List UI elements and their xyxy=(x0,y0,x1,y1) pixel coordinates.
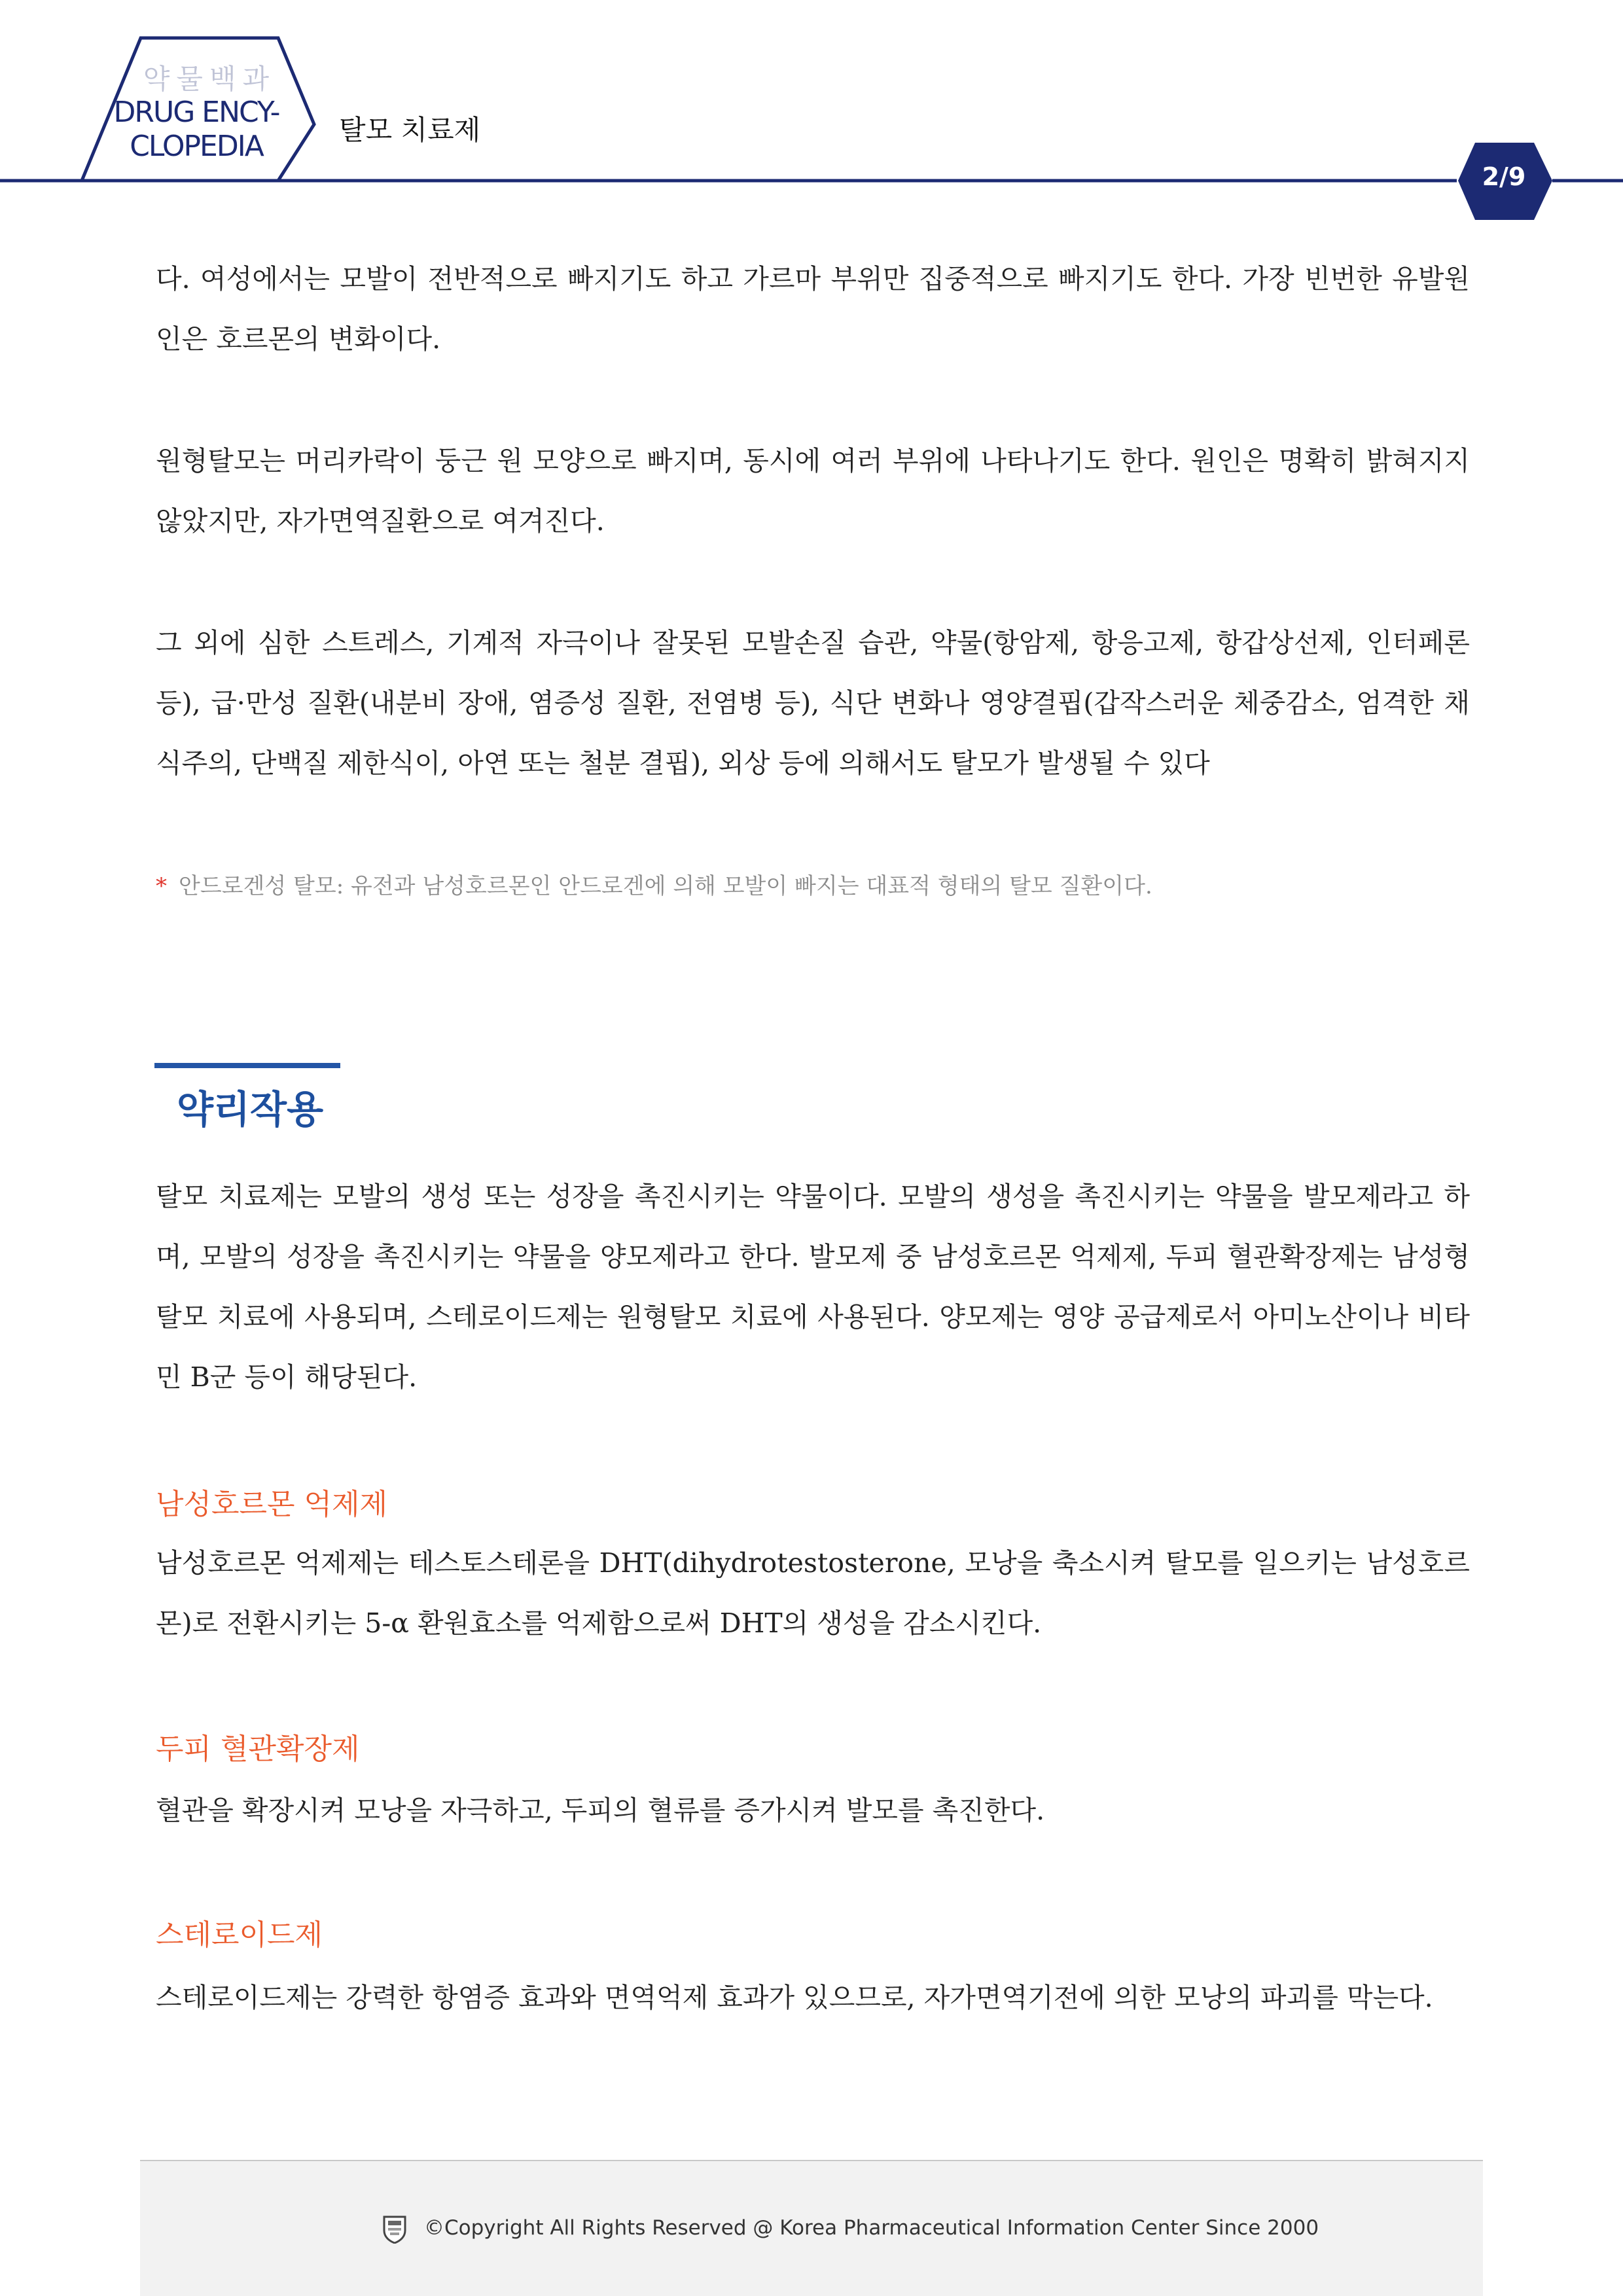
subsection-text-antiandrogen: 남성호르몬 억제제는 테스토스테론을 DHT(dihydrotestosterone, 모낭을 축소시켜 탈모를 일으키는 남성호르몬)로 전환시키는 5-α 환원효소를 억제함으로써 DHT의 생성을 감소시킨다. xyxy=(156,1547,1470,1639)
kpic-emblem-icon xyxy=(382,2215,407,2244)
subsection-text-steroid: 스테로이드제는 강력한 항염증 효과와 면역억제 효과가 있으므로, 자가면역기전에 의한 모낭의 파괴를 막는다. xyxy=(156,1982,1433,2013)
section-title-bar xyxy=(154,1063,340,1068)
footer-divider xyxy=(140,2160,1483,2161)
intro-paragraph-1: 다. 여성에서는 모발이 전반적으로 빠지기도 하고 가르마 부위만 집중적으로 빠지기도 한다. 가장 빈번한 유발원인은 호르몬의 변화이다. xyxy=(156,263,1470,355)
subsection-text-vasodilator: 혈관을 확장시켜 모낭을 자극하고, 두피의 혈류를 증가시켜 발모를 촉진한다. xyxy=(156,1795,1045,1826)
footnote-text: 안드로겐성 탈모: 유전과 남성호르몬인 안드로겐에 의해 모발이 빠지는 대표적 형태의 탈모 질환이다. xyxy=(179,873,1152,899)
footnote-marker: * xyxy=(156,873,167,899)
intro-paragraph-2: 원형탈모는 머리카락이 둥근 원 모양으로 빠지며, 동시에 여러 부위에 나타나기도 한다. 원인은 명확히 밝혀지지 않았지만, 자가면역질환으로 여겨진다. xyxy=(156,445,1470,537)
logo-korean: 약물백과 xyxy=(143,63,276,95)
footer-copyright: ©Copyright All Rights Reserved @ Korea Pharmaceutical Information Center Since 2000 xyxy=(424,2216,1319,2240)
section-title: 약리작용 xyxy=(177,1087,324,1132)
section-intro-paragraph: 탈모 치료제는 모발의 생성 또는 성장을 촉진시키는 약물이다. 모발의 생성을 촉진시키는 약물을 발모제라고 하며, 모발의 성장을 촉진시키는 약물을 양모제라고 한다. 발모제 중 남성호르몬 억제제, 두피 혈관확장제는 남성형 탈모 치료에 사용되며, 스테로이드제는 원형탈모 치료에 사용된다. 양모제는 영양 공급제로서 아미노산이나 비타민 B군 등이 해당된다. xyxy=(156,1181,1470,1393)
logo-english-line1: DRUG ENCY- xyxy=(113,96,279,129)
intro-paragraph-3: 그 외에 심한 스트레스, 기계적 자극이나 잘못된 모발손질 습관, 약물(항암제, 항응고제, 항갑상선제, 인터페론 등), 급·만성 질환(내분비 장애, 염증성 질환, 전염병 등), 식단 변화나 영양결핍(갑작스러운 체중감소, 엄격한 채식주의, 단백질 제한식이, 아연 또는 철분 결핍), 외상 등에 의해서도 탈모가 발생될 수 있다 xyxy=(156,627,1470,779)
subsection-title-vasodilator: 두피 혈관확장제 xyxy=(156,1732,360,1766)
subsection-title-steroid: 스테로이드제 xyxy=(156,1918,323,1952)
logo-english-line2: CLOPEDIA xyxy=(130,130,263,163)
document-title: 탈모 치료제 xyxy=(339,114,481,146)
logo-english xyxy=(85,96,308,164)
footnote xyxy=(156,868,1470,900)
subsection-title-antiandrogen: 남성호르몬 억제제 xyxy=(156,1488,388,1521)
page-indicator: 2/9 xyxy=(1482,162,1526,191)
